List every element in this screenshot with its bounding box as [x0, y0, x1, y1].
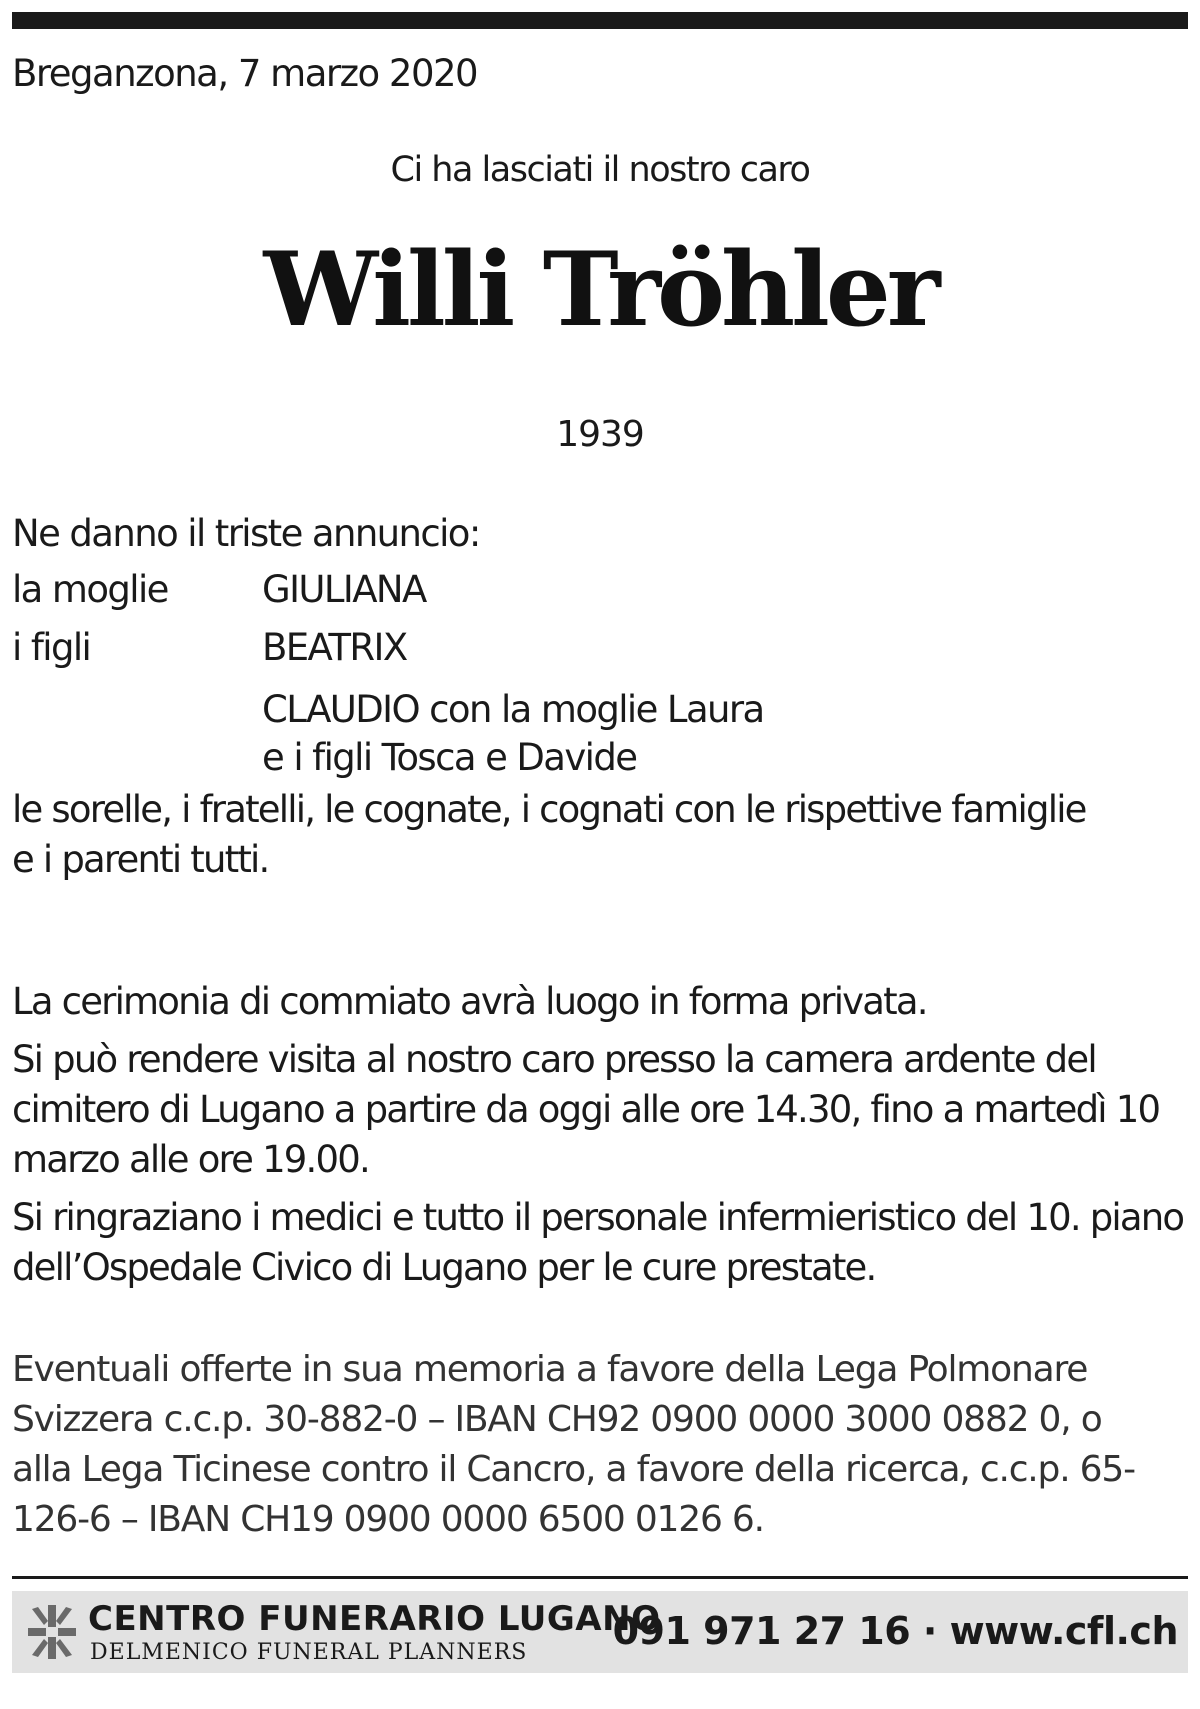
relative-name: GIULIANA — [262, 568, 426, 611]
others-line: le sorelle, i fratelli, le cognate, i cognati con le rispettive famiglie — [12, 788, 1086, 831]
donation-text: alla Lega Ticinese contro il Cancro, a favore della ricerca, c.c.p. 65- — [12, 1449, 1135, 1490]
deceased-name: Willi Tröhler — [263, 230, 937, 350]
donation-text: Svizzera c.c.p. 30-882-0 – IBAN CH92 0900 0000 3000 0882 0, o — [12, 1399, 1102, 1440]
others-line: e i parenti tutti. — [12, 838, 269, 881]
company-subtitle: DELMENICO FUNERAL PLANNERS — [90, 1640, 528, 1665]
relative-label: la moglie — [12, 568, 168, 611]
footer-banner — [12, 1591, 1188, 1673]
relative-name: CLAUDIO con la moglie Laura — [262, 688, 764, 731]
visit-text: Si può rendere visita al nostro caro presso la camera ardente del — [12, 1038, 1096, 1081]
announcement-heading: Ne danno il triste annuncio: — [12, 512, 480, 555]
company-name: CENTRO FUNERARIO LUGANO — [88, 1599, 661, 1639]
ceremony-text: La cerimonia di commiato avrà luogo in forma privata. — [12, 980, 927, 1023]
birth-year: 1939 — [556, 414, 644, 455]
thanks-text: Si ringraziano i medici e tutto il personale infermieristico del 10. piano — [12, 1196, 1184, 1239]
cross-star-logo-icon — [26, 1603, 78, 1661]
relative-label: i figli — [12, 626, 91, 669]
relative-name: e i figli Tosca e Davide — [262, 736, 637, 779]
bottom-divider — [12, 1576, 1188, 1579]
intro-text: Ci ha lasciati il nostro caro — [390, 150, 810, 190]
thanks-text: dell’Ospedale Civico di Lugano per le cure prestate. — [12, 1246, 876, 1289]
donation-text: 126-6 – IBAN CH19 0900 0000 6500 0126 6. — [12, 1499, 764, 1540]
visit-text: cimitero di Lugano a partire da oggi alle ore 14.30, fino a martedì 10 — [12, 1088, 1160, 1131]
company-contact: 091 971 27 16 · www.cfl.ch — [612, 1609, 1178, 1653]
relative-name: BEATRIX — [262, 626, 407, 669]
donation-text: Eventuali offerte in sua memoria a favore della Lega Polmonare — [12, 1349, 1088, 1390]
visit-text: marzo alle ore 19.00. — [12, 1138, 369, 1181]
place-date: Breganzona, 7 marzo 2020 — [12, 52, 478, 95]
top-divider — [12, 12, 1188, 29]
